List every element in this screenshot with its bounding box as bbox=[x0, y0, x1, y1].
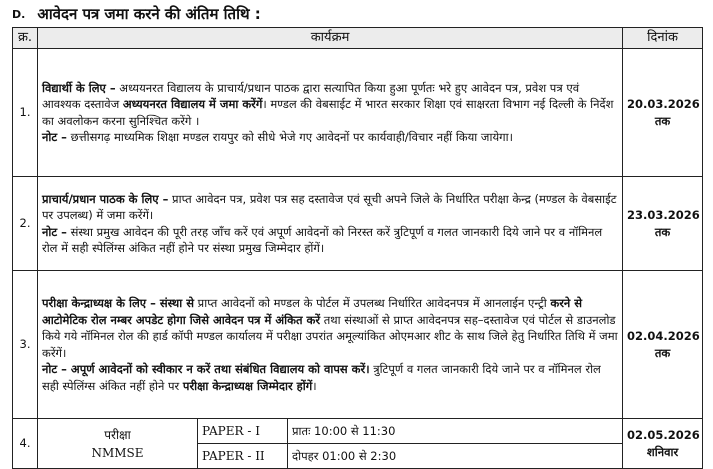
header-date: दिनांक bbox=[623, 28, 703, 49]
program-bold-text: प्राचार्य/प्रधान पाठक के लिए – bbox=[42, 191, 169, 206]
deadline-suffix: तक bbox=[654, 345, 671, 360]
header-program: कार्यक्रम bbox=[38, 28, 623, 49]
exam-day: शनिवार bbox=[646, 444, 679, 459]
row-date bbox=[623, 49, 703, 177]
section-marker: D. bbox=[12, 7, 26, 21]
program-bold-text: अध्ययनरत विद्यालय में जमा करेंगें bbox=[122, 97, 263, 111]
program-text: अध्ययनरत विद्यालय के प्राचार्य/प्रधान पाठक द्वारा सत्यापित किया हुआ पूर्णतः भरे हुए आवेदन पत्र, प्रवेश पत्र एवं आवश्यक दस्तावेज bbox=[42, 80, 580, 111]
exam-date: 02.05.2026 bbox=[627, 428, 700, 442]
deadline-date: 23.03.2026 bbox=[627, 208, 700, 222]
section-title: आवेदन पत्र जमा करने की अंतिम तिथि : bbox=[37, 5, 261, 23]
note-text: संस्था प्रमुख आवेदन की पूरी तरह जाँच करें एवं अपूर्ण आवेदनों को निरस्त करें त्रुटिपूर्ण व गलत जानकारी दिये जाने पर व नॉमिनल रोल में सही स्पेलिंग्स अंकित नहीं होने पर संस्था प्रमुख जिम्मेदार होंगें। bbox=[42, 224, 603, 255]
row-serial: 1. bbox=[13, 49, 38, 177]
note-paragraph bbox=[42, 129, 618, 146]
program-bold-text: विद्यार्थी के लिए – bbox=[42, 80, 116, 95]
table-row bbox=[13, 271, 703, 419]
note-bold-text: परीक्षा केन्द्राध्यक्ष जिम्मेदार होंगें bbox=[182, 378, 313, 393]
row-serial: 2. bbox=[13, 177, 38, 271]
note-label: नोट – bbox=[42, 224, 67, 239]
note-paragraph bbox=[42, 361, 618, 394]
program-bold-text: करने से आटोमेटिक रोल नम्बर अपडेट होगा जिसे आवेदन पत्र में अंकित करें bbox=[42, 296, 583, 327]
program-text: । मण्डल की वेबसाईट में भारत सरकार शिक्षा एवं साक्षरता विभाग नई दिल्ली के निर्देश का अवलोकन करना सुनिश्चित करेंगे । bbox=[42, 97, 614, 128]
row-date bbox=[623, 177, 703, 271]
row-program bbox=[38, 49, 623, 177]
row-serial: 3. bbox=[13, 271, 38, 419]
note-text: त्रुटिपूर्ण व गलत जानकारी दिये जाने पर व नॉमिनल रोल सही स्पेलिंग्स अंकित नहीं होने पर bbox=[42, 362, 601, 393]
application-deadline-table bbox=[12, 27, 703, 469]
table-header-row bbox=[13, 28, 703, 49]
program-paragraph bbox=[42, 295, 618, 361]
paper-name: PAPER - II bbox=[198, 444, 288, 469]
note-text: । bbox=[312, 378, 317, 393]
row-program bbox=[38, 177, 623, 271]
row-serial: 4. bbox=[13, 419, 38, 469]
program-text: तथा संस्थाओं से प्राप्त आवेदनपत्र सह–दस्तावेज एवं पोर्टल से डाउनलोड किये गये नॉमिनल रोल की हार्ड कॉपी मण्डल कार्यालय में परीक्षा उपरांत अमूल्यांकित ओएमआर शीट के साथ जिले हेतु निर्धारित तिथि में जमा करेंगें। bbox=[42, 312, 618, 360]
note-label: नोट – अपूर्ण आवेदनों को स्वीकार न करें तथा संबंधित विद्यालय को वापस करें। bbox=[42, 362, 370, 376]
deadline-suffix: तक bbox=[654, 113, 671, 128]
exam-name-cell bbox=[38, 419, 198, 469]
header-serial: क्र. bbox=[13, 28, 38, 49]
row-program bbox=[38, 271, 623, 419]
exam-row bbox=[13, 419, 703, 444]
paper-time: प्रातः 10:00 से 11:30 bbox=[288, 419, 623, 444]
program-text: प्राप्त आवेदन पत्र, प्रवेश पत्र सह दस्तावेज एवं सूची अपने जिले के निर्धारित परीक्षा केन्द्र (मण्डल के वेबसाईट पर उपलब्ध) में जमा करेंगें। bbox=[42, 191, 617, 222]
note-label: नोट – bbox=[42, 130, 67, 144]
table-row bbox=[13, 49, 703, 177]
program-text: प्राप्त आवेदनों को मण्डल के पोर्टल में उपलब्ध निर्धारित आवेदनपत्र में आनलाईन एन्ट्री bbox=[194, 296, 551, 310]
exam-label: परीक्षा bbox=[104, 427, 131, 442]
program-paragraph bbox=[42, 191, 618, 224]
deadline-date: 20.03.2026 bbox=[627, 97, 700, 111]
section-heading bbox=[12, 2, 261, 26]
paper-name: PAPER - I bbox=[198, 419, 288, 444]
note-paragraph bbox=[42, 224, 618, 257]
exam-date-cell bbox=[623, 419, 703, 469]
paper-time: दोपहर 01:00 से 2:30 bbox=[288, 444, 623, 469]
table-row bbox=[13, 177, 703, 271]
deadline-suffix: तक bbox=[654, 224, 671, 239]
row-date bbox=[623, 271, 703, 419]
program-paragraph bbox=[42, 80, 618, 130]
program-bold-text: परीक्षा केन्द्राध्यक्ष के लिए – संस्था से bbox=[42, 296, 195, 310]
note-text: छत्तीसगढ़ माध्यमिक शिक्षा मण्डल रायपुर को सीधे भेजे गए आवेदनों पर कार्यवाही/विचार नहीं किया जायेगा। bbox=[66, 130, 513, 144]
exam-code: NMMSE bbox=[91, 445, 144, 460]
deadline-date: 02.04.2026 bbox=[627, 329, 700, 343]
